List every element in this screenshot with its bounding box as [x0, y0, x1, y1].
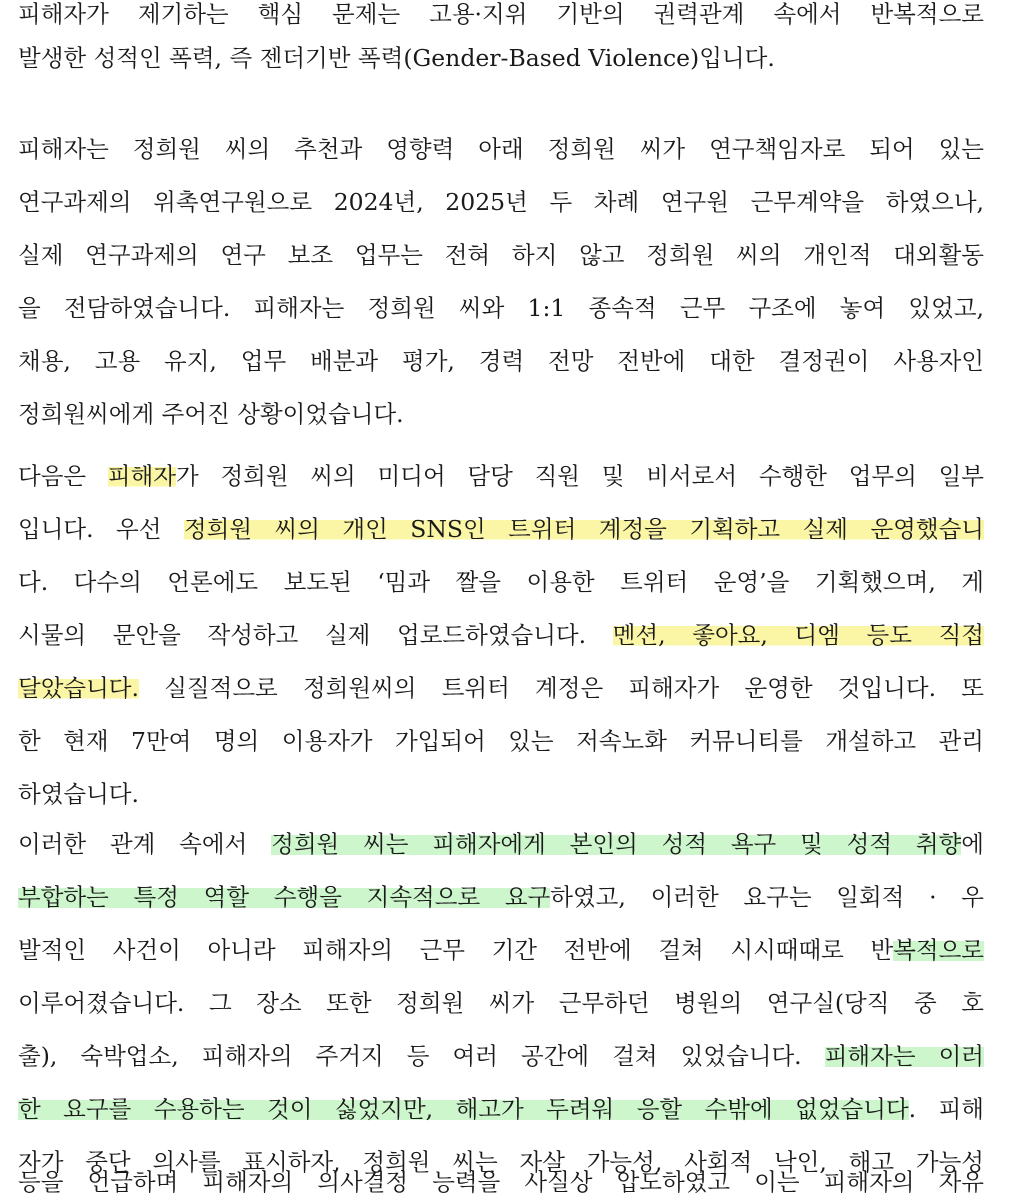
text-segment: 정희원씨에게 주어진 상황이었습니다.	[18, 400, 404, 428]
text-line	[18, 670, 984, 706]
text-segment: 에	[961, 830, 984, 858]
text-line	[18, 396, 984, 432]
text-segment: 실질적으로 정희원씨의 트위터 계정은 피해자가 운영한 것입니다. 또	[138, 674, 984, 702]
text-line	[18, 932, 984, 968]
text-segment: 가 정희원 씨의 미디어 담당 직원 및 비서로서 수행한 업무의 일부	[176, 462, 984, 490]
text-segment: 이루어졌습니다. 그 장소 또한 정희원 씨가 근무하던 병원의 연구실(당직 중 호	[18, 989, 984, 1017]
text-line	[18, 511, 984, 547]
text-segment: 발생한 성적인 폭력, 즉 젠더기반 폭력(Gender-Based Violence)입니다.	[18, 44, 775, 72]
text-segment: 이러한 관계 속에서	[18, 830, 272, 858]
text-segment: 자가 중단 의사를 표시하자, 정희원 씨는 자살 가능성, 사회적 낙인, 해고 가능성	[18, 1148, 984, 1176]
text-segment: 시물의 문안을 작성하고 실제 업로드하였습니다.	[18, 621, 613, 649]
text-line	[18, 0, 984, 32]
text-line	[18, 184, 984, 220]
text-line	[18, 1164, 984, 1200]
text-segment: 다음은	[18, 462, 108, 490]
text-line	[18, 617, 984, 653]
text-segment: 피해자는 정희원 씨의 추천과 영향력 아래 정희원 씨가 연구책임자로 되어 있는	[18, 135, 984, 163]
text-segment: 피해자가 제기하는 핵심 문제는 고용·지위 기반의 권력관계 속에서 반복적으로	[18, 0, 984, 28]
text-segment: 채용, 고용 유지, 업무 배분과 평가, 경력 전망 전반에 대한 결정권이 사용자인	[18, 347, 984, 375]
text-line	[18, 131, 984, 167]
text-segment: 출), 숙박업소, 피해자의 주거지 등 여러 공간에 걸쳐 있었습니다.	[18, 1042, 825, 1070]
highlighted-text-yellow: 달았습니다.	[18, 674, 139, 702]
text-segment: 연구과제의 위촉연구원으로 2024년, 2025년 두 차례 연구원 근무계약을 하였으나,	[18, 188, 984, 216]
highlighted-text-green: 부합하는 특정 역할 수행을 지속적으로 요구	[18, 883, 551, 911]
highlighted-text-green: 복적으로	[893, 936, 984, 964]
text-line	[18, 1038, 984, 1074]
text-line	[18, 985, 984, 1021]
highlighted-text-green: 정희원 씨는 피해자에게 본인의 성적 욕구 및 성적 취향	[271, 830, 962, 858]
highlighted-text-yellow: 멘션, 좋아요, 디엠 등도 직접	[612, 621, 985, 649]
text-segment: 하였습니다.	[18, 780, 139, 808]
text-line	[18, 723, 984, 759]
text-segment: 발적인 사건이 아니라 피해자의 근무 기간 전반에 걸쳐 시시때때로 반	[18, 936, 894, 964]
highlighted-text-yellow: 정희원 씨의 개인 SNS인 트위터 계정을 기획하고 실제 운영했습니	[183, 515, 984, 543]
text-line	[18, 776, 984, 812]
text-segment: 을 전담하였습니다. 피해자는 정희원 씨와 1:1 종속적 근무 구조에 놓여 있었고,	[18, 294, 984, 322]
text-line	[18, 40, 984, 76]
text-line	[18, 343, 984, 379]
text-segment: 실제 연구과제의 연구 보조 업무는 전혀 하지 않고 정희원 씨의 개인적 대외활동	[18, 241, 984, 269]
highlighted-text-yellow: 피해자	[107, 462, 176, 490]
text-segment: . 피해	[908, 1095, 985, 1123]
text-segment: 입니다. 우선	[18, 515, 184, 543]
text-segment: 한 현재 7만여 명의 이용자가 가입되어 있는 저속노화 커뮤니티를 개설하고 관리	[18, 727, 984, 755]
text-line	[18, 290, 984, 326]
text-segment: 하였고, 이러한 요구는 일회적 · 우	[550, 883, 984, 911]
text-line	[18, 564, 984, 600]
highlighted-text-green: 피해자는 이러	[824, 1042, 984, 1070]
text-line	[18, 879, 984, 915]
text-line	[18, 826, 984, 862]
highlighted-text-green: 한 요구를 수용하는 것이 싫었지만, 해고가 두려워 응할 수밖에 없었습니다	[18, 1095, 909, 1123]
text-line	[18, 458, 984, 494]
text-segment: 다. 다수의 언론에도 보도된 ‘밈과 짤을 이용한 트위터 운영’을 기획했으며, 게	[18, 568, 984, 596]
text-segment: 등을 언급하며 피해자의 의사결정 능력을 사실상 압도하였고 이는 피해자의 자유	[18, 1168, 984, 1196]
text-line	[18, 237, 984, 273]
text-line	[18, 1091, 984, 1127]
